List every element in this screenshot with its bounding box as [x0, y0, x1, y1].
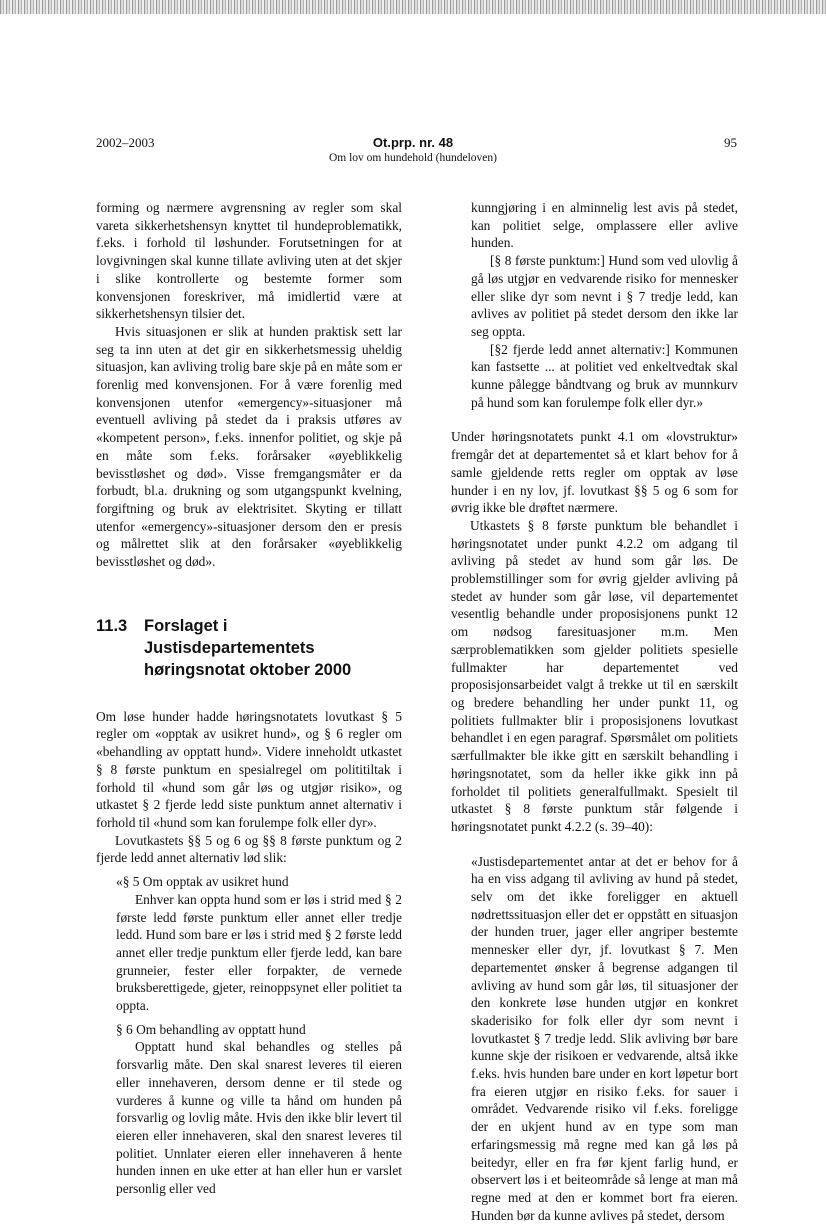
right-paragraph-1: kunngjøring i en alminnelig lest avis på stedet, kan politiet selge, omplassere eller avlive hunden. — [471, 200, 738, 251]
page-header — [0, 135, 826, 167]
statute-quote-continued — [471, 199, 738, 411]
quote-1-heading: «§ 5 Om opptak av usikret hund — [116, 874, 289, 890]
quote-1-text: Enhver kan oppta hund som er løs i strid med § 2 første ledd første punktum eller annet eller tredje ledd. Hund som bare er løs i strid med § 2 første ledd annet eller tredje punktum eller fjerde ledd, kan bare grunneier, fester eller forpakter, de vernede bruksberettigede, gjeter, reinoppsynet eller politiet ta oppta. — [116, 891, 402, 1014]
right-column — [451, 199, 738, 1224]
right-paragraph-2: Under høringsnotatets punkt 4.1 om «lovstruktur» fremgår det at departementet så et klart behov for å samle gjeldende retts regler om opptak av løse hunder i en ny lov, jf. lovutkast §§ 5 og 6 som for øvrig ikke ble drøftet nærmere. — [451, 429, 738, 516]
document-subtitle: Om lov om hundehold (hundeloven) — [328, 152, 497, 164]
amendment-1: [§ 8 første punktum:] Hund som ved ulovlig å gå løs utgjør en vedvarende risiko for mennesker eller slike dyr som nevnt i § 7 tredje ledd, kan avlives av politiet på stedet dersom den ikke lar seg oppta. — [471, 253, 738, 339]
block-quote-text: «Justisdepartementet antar at det er behov for å ha en viss adgang til avliving av hund på stedet, selv om det ikke foreligger en aktuell nødrettssituasjon eller det er oppstått en situasjon der hunden truer, jager eller angriper bestemte mennesker eller dyr, jf. lovutkast § 7. Men departementet ønsker å begrense adgangen til avliving av hund som går løs, til situasjoner der den konkrete løse hunden utgjør en konkret skaderisiko for folk eller dyr som nevnt i lovutkastet § 7 tredje ledd. Slik avliving bør bare kunne skje der risikoen er vedvarende, altså ikke f.eks. hvis hunden bare under en kort løpetur bort fra eieren utgjør en risiko f.eks. for sauer i området. Vedvarende risiko vil f.eks. foreligge der en ukjent hund av en type som man erfaringsmessig må regne med kan gå løs på beitedyr, eller en fra før kjent farlig hund, er observert løs i et beiteområde så lenge at man må regne med at den er kommet bort fra eieren. Hunden bør da kunne avlives på stedet, dersom — [471, 853, 738, 1223]
left-paragraph-4: Lovutkastets §§ 5 og 6 og §§ 8 første punktum og 2 fjerde ledd annet alternativ lød slik: — [96, 832, 402, 866]
section-number: 11.3 — [96, 616, 128, 635]
section-heading — [96, 615, 402, 681]
amendment-2: [§2 fjerde ledd annet alternativ:] Kommunen kan fastsette ... at politiet ved enkeltvedtak skal kunne pålegge båndtvang og bruk av munnkurv på hund som kan forulempe folk eller dyr.» — [471, 341, 738, 410]
right-paragraph-3: Utkastets § 8 første punktum ble behandlet i høringsnotatet under punkt 4.2.2 om adgang til avliving på stedet av hund som går løs. De problemstillinger som for øvrig gjelder avliving på stedet av hunder som går løse, vil departementet vesentlig behandle under proposisjonens punkt 12 om nødsog faresituasjoner m.m. Men særproblematikken som gjelder politiets spesielle fullmakter har departementet ved proposisjonsarbeidet valgt å trekke ut til en særskilt og bredere behandling her under punkt 11, og politiets fullmakter blir i proposisjonens lovutkast behandlet i en egen paragraf. Spørsmålet om politiets særfullmakter ble ikke gitt en særskilt behandling i høringsnotatet, som da heller ikke gikk inn på forholdet til politiets generalfullmakt. Spesielt til utkastet § 8 første punktum står følgende i høringsnotatet punkt 4.2.2 (s. 39–40): — [451, 517, 738, 834]
left-paragraph-3: Om løse hunder hadde høringsnotatets lovutkast § 5 regler om «opptak av usikret hund», og § 6 regler om «behandling av opptatt hund». Videre inneholdt utkastet § 8 første punktum en spesialregel om polititiltak i forhold til «hund som går løs og utgjør risiko», og utkastet § 2 fjerde ledd siste punktum annet alternativ i forhold til «hund som kan forulempe folk eller dyr». — [96, 708, 402, 830]
block-quote — [471, 853, 738, 1224]
quote-2-text: Opptatt hund skal behandles og stelles på forsvarlig måte. Den skal snarest leveres til eieren eller innehaveren, dersom denne er til stede og vurderes å kunne og ville ta hånd om hunden på forsvarlig og lovlig måte. Hvis den ikke blir levert til eieren eller innehaveren, skal den snarest leveres til politiet. Unnlater eieren eller innehaveren å hente hunden innen en uke etter at han eller hun er varslet personlig eller ved — [116, 1039, 402, 1197]
document-title: Ot.prp. nr. 48 — [372, 135, 454, 150]
statute-quote — [116, 873, 402, 1198]
header-years: 2002–2003 — [96, 135, 155, 150]
left-paragraph-2: Hvis situasjonen er slik at hunden praktisk sett lar seg ta inn uten at det gir en sikkerhetsmessig uheldig situasjon, kan avliving trolig bare skje på en måte som er forenlig med konvensjonen. For å være forenlig med konvensjonen utenfor «emergency»-situasjoner må eventuell avliving på stedet da i praksis utføres av «kompetent person», f.eks. innenfor politiet, og skje på en måte som f.eks. forårsaker «øyeblikkelig bevisstløshet og død». Visse fremgangsmåter er da forbudt, bl.a. drukning og som utgangspunkt kvelning, forgiftning og bruk av elektrisitet. Skyting er tillatt utenfor «emergency»-situasjoner dersom den er presis og målrettet slik at den forårsaker «øyeblikkelig bevisstløshet og død». — [96, 323, 402, 570]
quote-2-heading: § 6 Om behandling av opptatt hund — [116, 1021, 306, 1037]
left-column — [96, 199, 402, 1198]
left-paragraph-1: forming og nærmere avgrensning av regler som skal vareta sikkerhetshensyn knyttet til hundeproblematikk, f.eks. i forhold til løshunder. Forutsetningen for at lovgivningen skal kunne tillate avliving uten at det skjer i slike kontrollerte og bestemte former som konvensjonen foreskriver, må imidlertid være at sikkerhetshensyn tilsier det. — [96, 200, 402, 322]
section-title: Forslaget i Justisdepartementets høringsnotat oktober 2000 — [144, 616, 352, 679]
page-number: 95 — [724, 135, 737, 150]
scan-artifact-band — [0, 0, 826, 14]
